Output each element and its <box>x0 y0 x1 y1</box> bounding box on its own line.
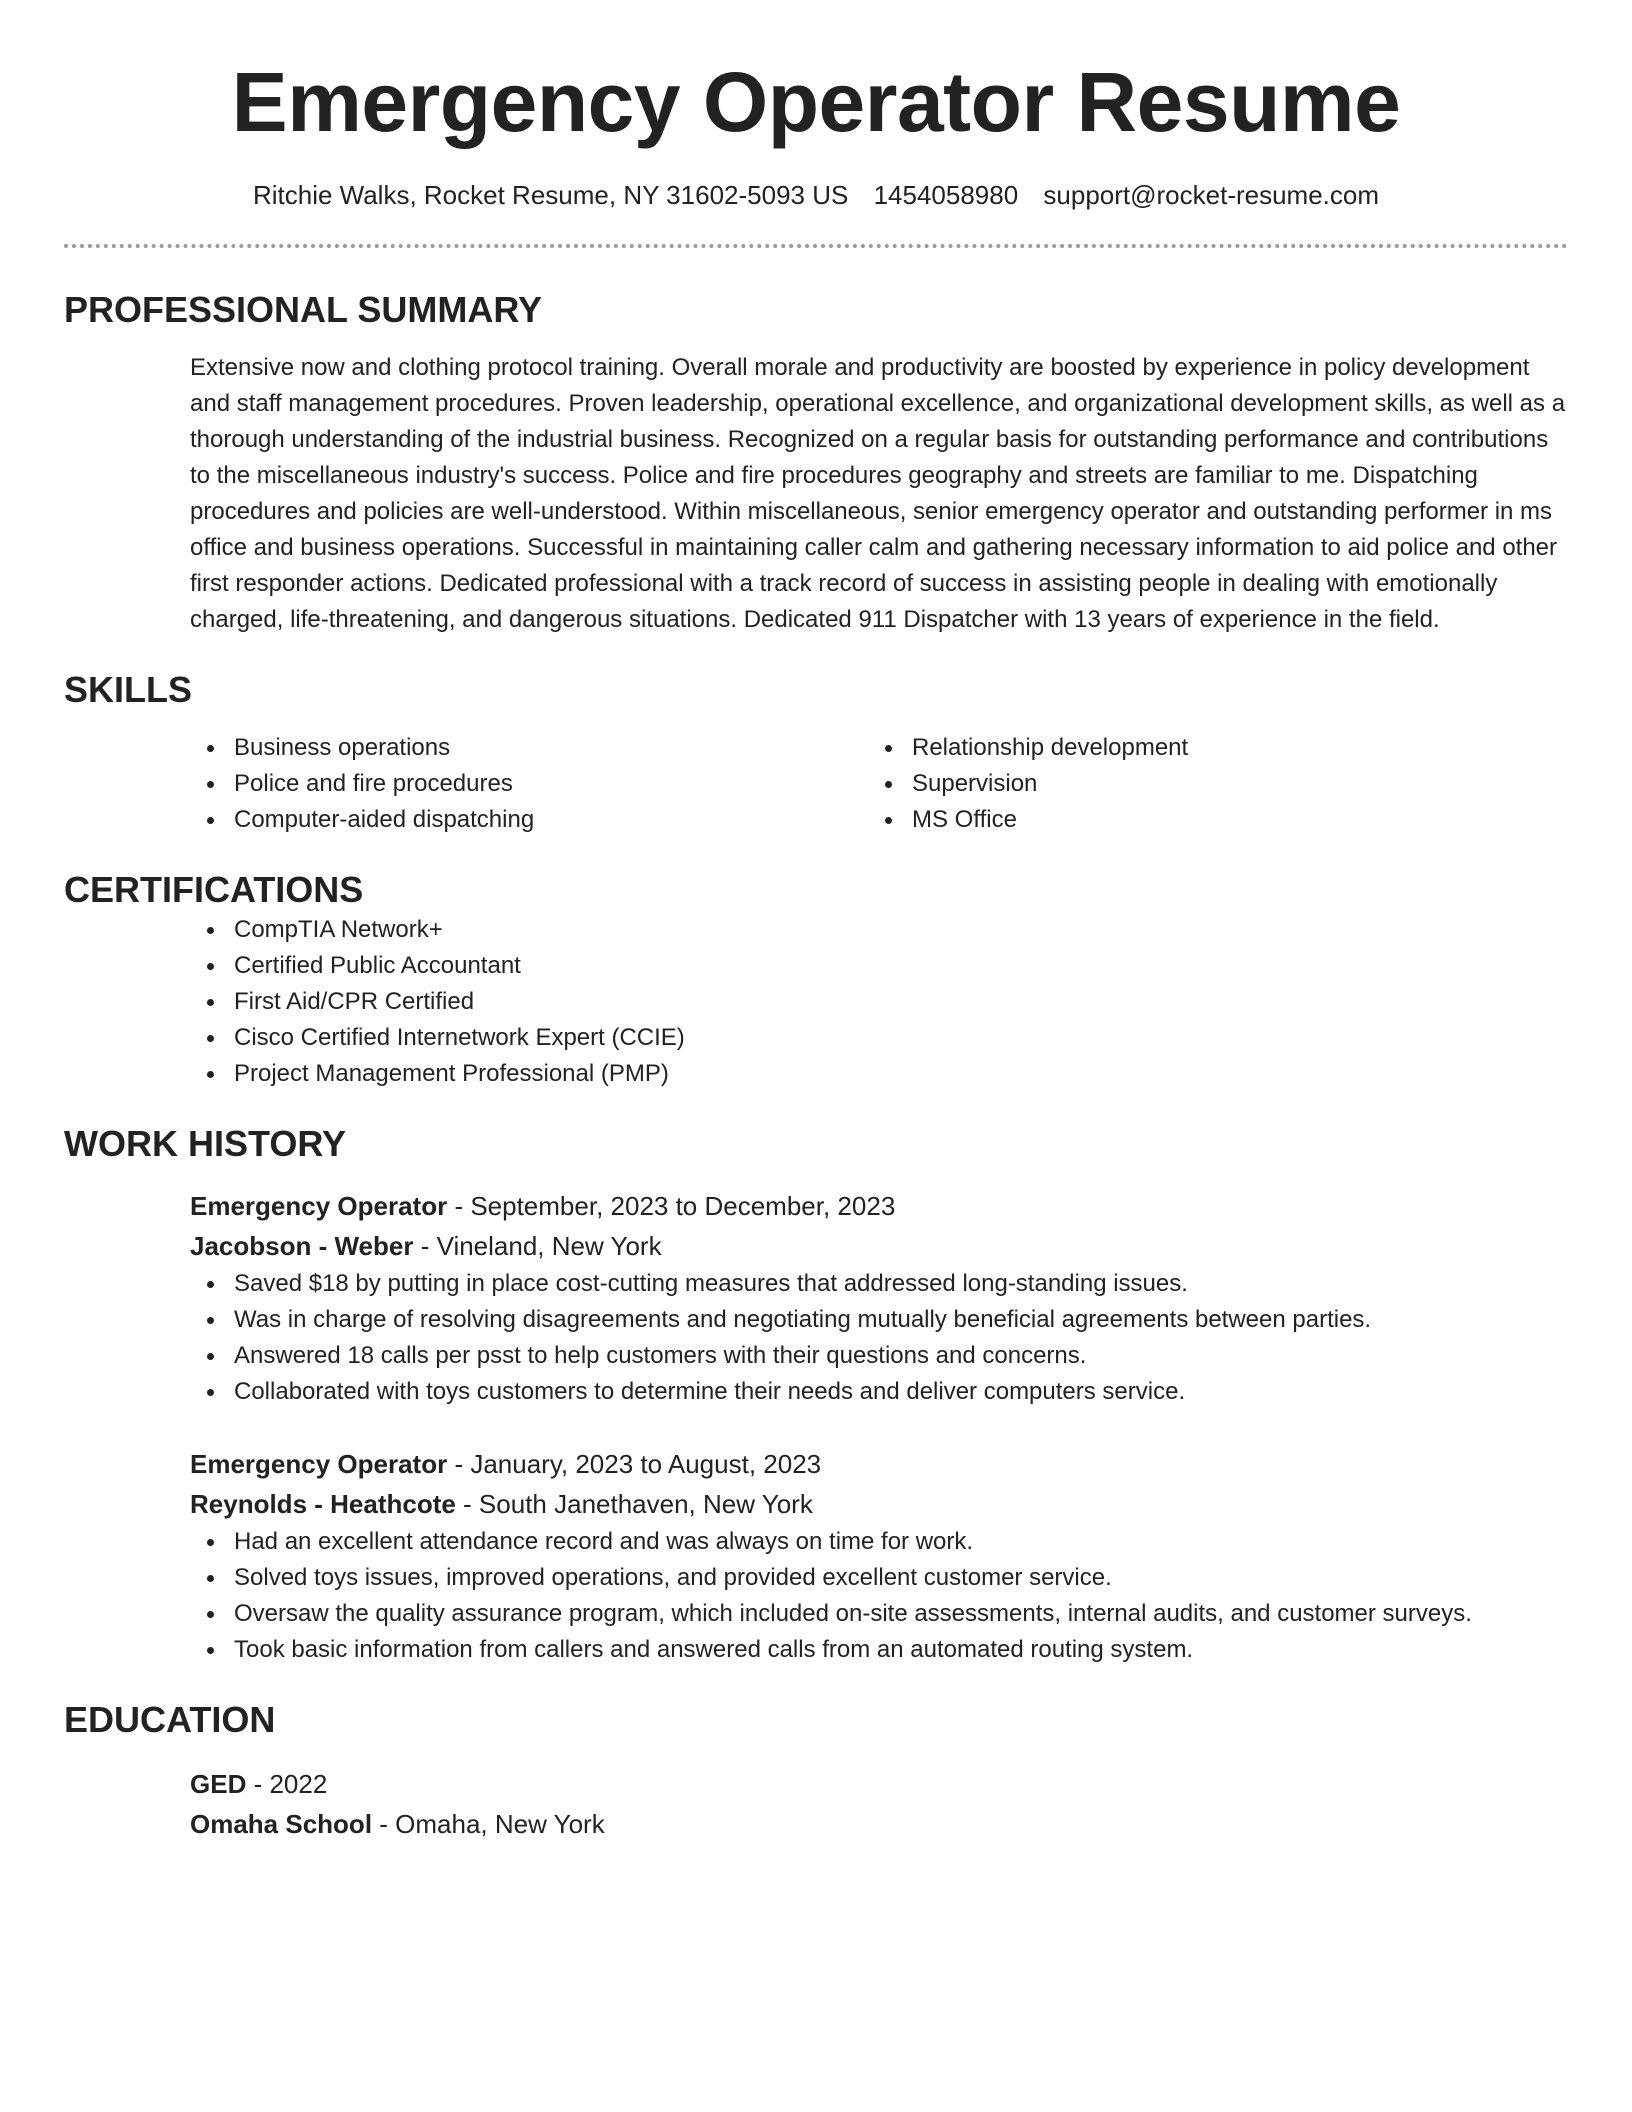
education-year: - 2022 <box>246 1769 328 1799</box>
contact-address: Ritchie Walks, Rocket Resume, NY 31602-5093 US <box>252 180 849 210</box>
skills-grid <box>190 730 1568 838</box>
work-history-heading: WORK HISTORY <box>64 1123 347 1164</box>
skill-item: Computer-aided dispatching <box>190 802 868 838</box>
certification-item: CompTIA Network+ <box>190 912 1568 948</box>
certifications-heading: CERTIFICATIONS <box>64 869 364 910</box>
job-dates: - January, 2023 to August, 2023 <box>447 1449 822 1479</box>
education-degree-line <box>190 1764 1568 1804</box>
job-title: Emergency Operator <box>190 1449 448 1479</box>
summary-heading: PROFESSIONAL SUMMARY <box>64 289 543 330</box>
header-divider <box>64 244 1568 248</box>
skills-section <box>64 730 1568 838</box>
skill-item: MS Office <box>868 802 1546 838</box>
education-heading: EDUCATION <box>64 1699 276 1740</box>
job-duty-item: Oversaw the quality assurance program, which included on-site assessments, internal audits, and customer surveys. <box>190 1596 1568 1632</box>
job-title-line <box>190 1186 1568 1226</box>
job-duty-item: Solved toys issues, improved operations, and provided excellent customer service. <box>190 1560 1568 1596</box>
skills-column-right <box>868 730 1546 838</box>
certification-item: Cisco Certified Internetwork Expert (CCIE) <box>190 1020 1568 1056</box>
job-duties-list <box>190 1524 1568 1668</box>
skills-column-left <box>190 730 868 838</box>
skill-item: Business operations <box>190 730 868 766</box>
job-company: Reynolds - Heathcote <box>190 1489 456 1519</box>
certifications-list <box>190 912 1568 1092</box>
education-location: - Omaha, New York <box>372 1809 605 1839</box>
skill-item: Supervision <box>868 766 1546 802</box>
skills-heading: SKILLS <box>64 669 193 710</box>
job-duty-item: Was in charge of resolving disagreements and negotiating mutually beneficial agreements between parties. <box>190 1302 1568 1338</box>
job-location: - Vineland, New York <box>413 1231 662 1261</box>
job-duty-item: Answered 18 calls per psst to help customers with their questions and concerns. <box>190 1338 1568 1374</box>
summary-section <box>64 350 1568 638</box>
job-duty-item: Had an excellent attendance record and was always on time for work. <box>190 1524 1568 1560</box>
resume-title: Emergency Operator Resume <box>231 55 1401 149</box>
job-duty-item: Saved $18 by putting in place cost-cutting measures that addressed long-standing issues. <box>190 1266 1568 1302</box>
education-school-line <box>190 1804 1568 1844</box>
education-section <box>64 1764 1568 1844</box>
work-history-section <box>64 1186 1568 1668</box>
job-company-line <box>190 1484 1568 1524</box>
job-duty-item: Collaborated with toys customers to determine their needs and deliver computers service. <box>190 1374 1568 1410</box>
job-title-line <box>190 1444 1568 1484</box>
skill-item: Relationship development <box>868 730 1546 766</box>
certification-item: Certified Public Accountant <box>190 948 1568 984</box>
education-degree: GED <box>190 1769 247 1799</box>
certification-item: Project Management Professional (PMP) <box>190 1056 1568 1092</box>
job-company: Jacobson - Weber <box>190 1231 414 1261</box>
summary-text: Extensive now and clothing protocol training. Overall morale and productivity are boosted by experience in policy development and staff management procedures. Proven leadership, operational excellence, and organizational development skills, as well as a thorough understanding of the industrial business. Recognized on a regular basis for outstanding performance and contributions to the miscellaneous industry's success. Police and fire procedures geography and streets are familiar to me. Dispatching procedures and policies are well-understood. Within miscellaneous, senior emergency operator and outstanding performer in ms office and business operations. Successful in maintaining caller calm and gathering necessary information to aid police and other first responder actions. Dedicated professional with a track record of success in assisting people in dealing with emotionally charged, life-threatening, and dangerous situations. Dedicated 911 Dispatcher with 13 years of experience in the field. <box>190 354 1566 633</box>
contact-line <box>64 178 1568 212</box>
skill-item: Police and fire procedures <box>190 766 868 802</box>
job-duty-item: Took basic information from callers and answered calls from an automated routing system. <box>190 1632 1568 1668</box>
contact-phone: 1454058980 <box>873 180 1019 210</box>
job-entry <box>190 1444 1568 1668</box>
education-school: Omaha School <box>190 1809 373 1839</box>
job-location: - South Janethaven, New York <box>455 1489 813 1519</box>
job-company-line <box>190 1226 1568 1266</box>
certification-item: First Aid/CPR Certified <box>190 984 1568 1020</box>
job-dates: - September, 2023 to December, 2023 <box>447 1191 896 1221</box>
job-entry <box>190 1186 1568 1410</box>
job-title: Emergency Operator <box>190 1191 448 1221</box>
job-duties-list <box>190 1266 1568 1410</box>
contact-email: support@rocket-resume.com <box>1043 180 1380 210</box>
certifications-section <box>64 912 1568 1092</box>
